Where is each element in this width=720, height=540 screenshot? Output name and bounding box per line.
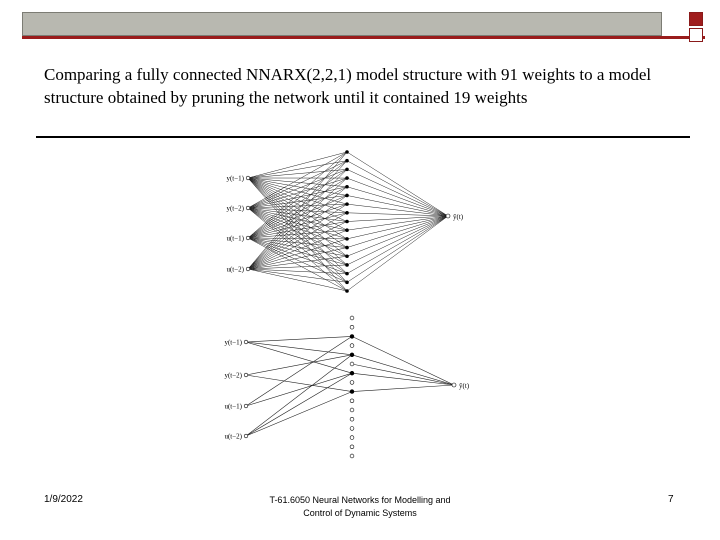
edge [352, 355, 454, 385]
header-accent-line [22, 36, 705, 39]
edge [347, 216, 448, 256]
footer-course-line2: Control of Dynamic Systems [303, 508, 417, 518]
hidden-node [350, 408, 354, 412]
input-node [244, 434, 248, 438]
edge [347, 216, 448, 282]
input-label: u(t−2) [224, 432, 242, 441]
output-node [446, 214, 450, 218]
input-label: y(t−2) [224, 371, 242, 380]
edge [248, 269, 347, 291]
input-node [244, 404, 248, 408]
hidden-node [350, 325, 354, 329]
input-node [246, 267, 250, 271]
input-node [244, 340, 248, 344]
output-node [452, 383, 456, 387]
hidden-node [350, 445, 354, 449]
footer-date: 1/9/2022 [44, 494, 83, 505]
edge [246, 375, 352, 392]
input-label: y(t−1) [226, 174, 244, 183]
input-label: u(t−1) [224, 402, 242, 411]
pruned-network-diagram [224, 316, 469, 458]
slide-title: Comparing a fully connected NNARX(2,2,1) model structure with 91 weights to a model structure obtained by pruning the network until it contained 19 weights [44, 65, 652, 107]
edge [246, 336, 352, 342]
edge [352, 336, 454, 385]
output-label: ŷ(t) [459, 382, 470, 390]
hidden-node [345, 272, 349, 276]
network-diagrams [190, 140, 490, 470]
hidden-node [345, 176, 349, 180]
hidden-node [345, 211, 349, 215]
input-node [246, 236, 250, 240]
hidden-node [350, 344, 354, 348]
edge [352, 385, 454, 392]
network-figure [190, 140, 490, 470]
edge [246, 392, 352, 436]
edge [347, 216, 448, 274]
input-node [246, 176, 250, 180]
edge [248, 178, 347, 230]
hidden-node [350, 399, 354, 403]
full-network-diagram [226, 150, 463, 293]
hidden-node [345, 254, 349, 258]
hidden-node [345, 194, 349, 198]
input-label: u(t−2) [226, 265, 244, 274]
input-label: y(t−2) [226, 204, 244, 213]
output-label: ŷ(t) [453, 213, 464, 221]
hidden-node [350, 371, 354, 375]
decor-square-icon [689, 28, 703, 42]
hidden-node [345, 202, 349, 206]
hidden-node [350, 381, 354, 385]
header-bar [22, 12, 662, 36]
hidden-node [350, 335, 354, 339]
hidden-node [345, 159, 349, 163]
input-node [246, 206, 250, 210]
hidden-node [345, 168, 349, 172]
hidden-node [350, 427, 354, 431]
hidden-node [350, 362, 354, 366]
hidden-node [350, 316, 354, 320]
edge [347, 169, 448, 216]
edge [246, 342, 352, 355]
hidden-node [345, 289, 349, 293]
edge [248, 230, 347, 269]
hidden-node [350, 390, 354, 394]
edge [248, 222, 347, 270]
hidden-node [350, 436, 354, 440]
input-label: u(t−1) [226, 234, 244, 243]
input-label: y(t−1) [224, 338, 242, 347]
edge [352, 373, 454, 385]
hidden-node [345, 263, 349, 267]
hidden-node [345, 228, 349, 232]
edge [347, 187, 448, 216]
title-divider [36, 136, 690, 138]
hidden-node [345, 185, 349, 189]
hidden-node [345, 237, 349, 241]
hidden-node [350, 353, 354, 357]
hidden-node [345, 150, 349, 154]
footer-course-line1: T-61.6050 Neural Networks for Modelling and [269, 495, 451, 505]
footer-course [230, 494, 490, 520]
edge [246, 373, 352, 406]
edge [347, 161, 448, 216]
input-node [244, 373, 248, 377]
edge [246, 373, 352, 436]
edge [352, 364, 454, 385]
page-number: 7 [668, 494, 674, 505]
decor-square-icon [689, 12, 703, 26]
hidden-node [345, 220, 349, 224]
hidden-node [350, 454, 354, 458]
pruned-network-edges [246, 336, 454, 436]
hidden-node [345, 281, 349, 285]
hidden-node [345, 246, 349, 250]
edge [248, 178, 347, 269]
hidden-node [350, 417, 354, 421]
edge [248, 238, 347, 239]
